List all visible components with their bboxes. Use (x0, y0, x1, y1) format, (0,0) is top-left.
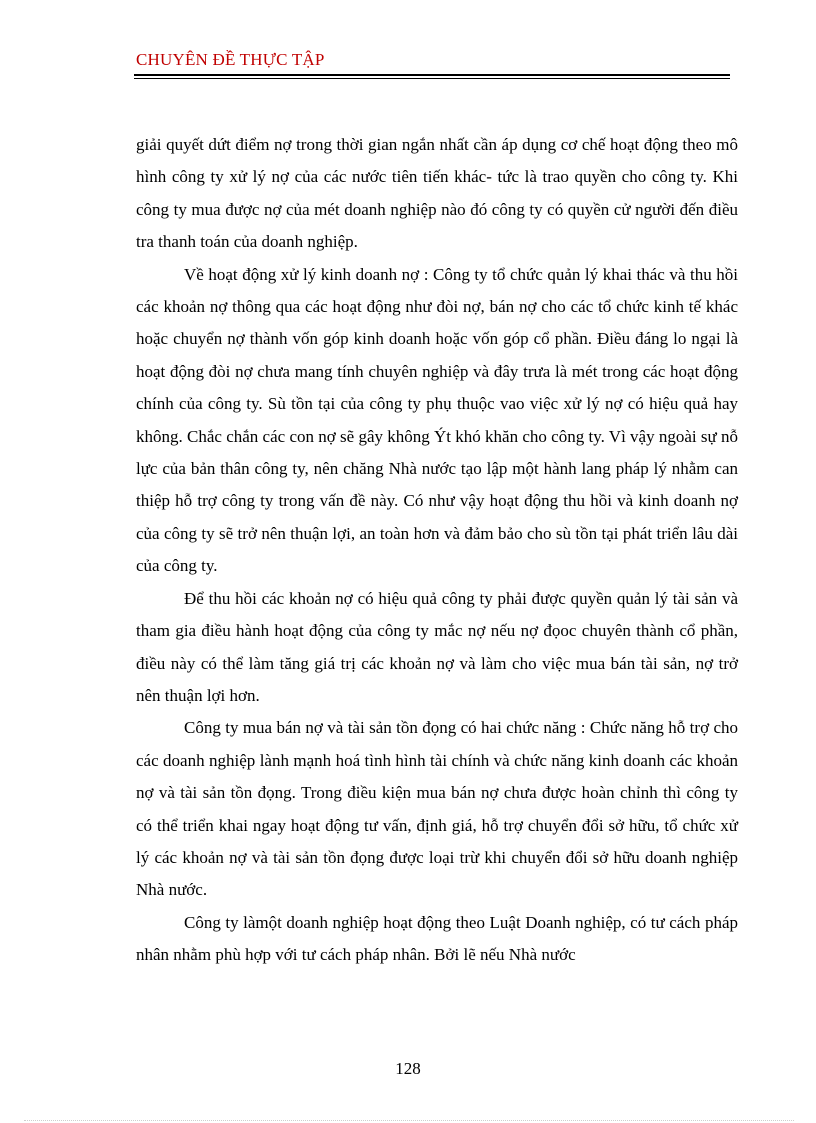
page-number: 128 (395, 1059, 421, 1078)
paragraph: Công ty mua bán nợ và tài sản tồn đọng có hai chức năng : Chức năng hỗ trợ cho các doanh nghiệp lành mạnh hoá tình hình tài chính và chức năng kinh doanh các khoản nợ và tài sản tồn đọng. Trong điều kiện mua bán nợ chưa được hoàn chỉnh thì công ty có thể triển khai ngay hoạt động tư vấn, định giá, hỗ trợ chuyển đổi sở hữu, tổ chức xử lý các khoản nợ và tài sản tồn đọng được loại trừ khi chuyển đổi sở hữu doanh nghiệp Nhà nước. (136, 718, 738, 900)
header-rule-thin (134, 78, 730, 79)
paragraph: Để thu hồi các khoản nợ có hiệu quả công ty phải được quyền quản lý tài sản và tham gia điều hành hoạt động của công ty mắc nợ nếu nợ đọoc chuyên thành cổ phần, điều này có thể làm tăng giá trị các khoản nợ và làm cho việc mua bán tài sản, nợ trở nên thuận lợi hơn. (136, 588, 738, 705)
paragraph: giải quyết dứt điểm nợ trong thời gian ngắn nhất cần áp dụng cơ chế hoạt động theo mô hình công ty xử lý nợ của các nước tiên tiến khác- tức là trao quyền cho công ty. Khi công ty mua được nợ của mét doanh nghiệp nào đó công ty có quyền cử người đến điều tra thanh toán của doanh nghiệp. (136, 135, 738, 252)
header-rule-thick (134, 74, 730, 76)
paragraph: Về hoạt động xử lý kinh doanh nợ : Công ty tổ chức quản lý khai thác và thu hồi các khoản nợ thông qua các hoạt động như đòi nợ, bán nợ cho các tổ chức kinh tế khác hoặc chuyển nợ thành vốn góp kinh doanh hoặc vốn góp cổ phần. Điều đáng lo ngại là hoạt động đòi nợ chưa mang tính chuyên nghiệp và đây trưa là mét trong các hoạt động chính của công ty. Sù tồn tại của công ty phụ thuộc vao việc xử lý nợ có hiệu quả hay không. Chắc chắn các con nợ sẽ gây không Ýt khó khăn cho công ty. Vì vậy ngoài sự nỗ lực của bản thân công ty, nên chăng Nhà nước tạo lập một hành lang pháp lý nhằm can thiệp hỗ trợ công ty trong vấn đề này. Có như vậy hoạt động thu hồi và kinh doanh nợ của công ty sẽ trở nên thuận lợi, an toàn hơn và đảm bảo cho sù tồn tại phát triển lâu dài của công ty. (136, 264, 738, 576)
body-text (136, 129, 738, 972)
footer-divider (24, 1120, 794, 1121)
paragraph: Công ty làmột doanh nghiệp hoạt động theo Luật Doanh nghiệp, có tư cách pháp nhân nhằm phù hợp với tư cách pháp nhân. Bởi lẽ nếu Nhà nước (136, 912, 738, 965)
header-title: CHUYÊN ĐỀ THỰC TẬP (136, 50, 325, 69)
